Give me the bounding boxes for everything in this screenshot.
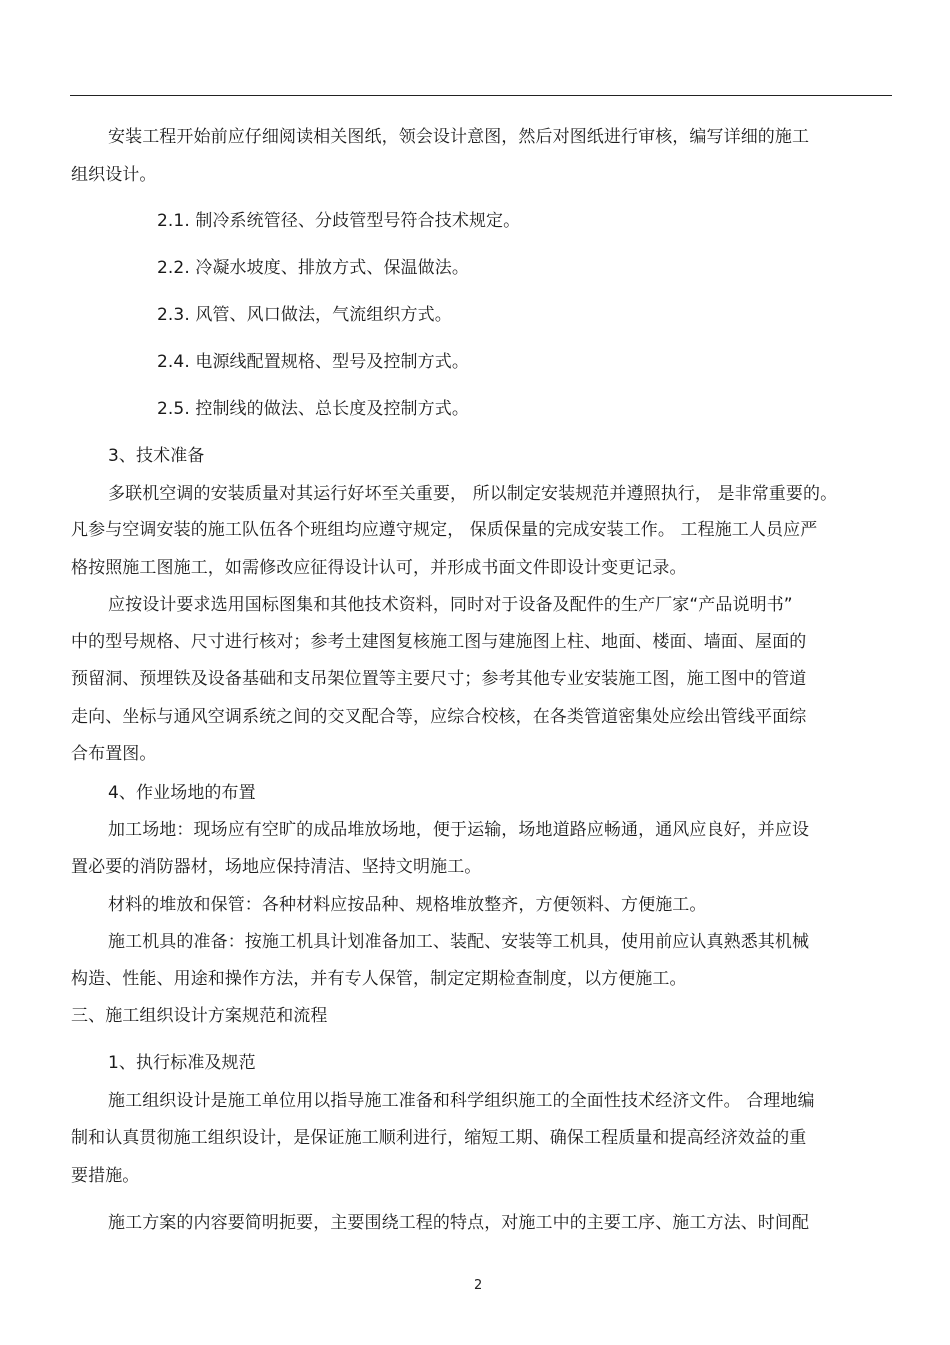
paragraph-line: 构造、性能、用途和操作方法，并有专人保管，制定定期检查制度，以方便施工。	[71, 969, 687, 989]
paragraph-line: 预留洞、预埋铁及设备基础和支吊架位置等主要尺寸；参考其他专业安装施工图，施工图中的管道	[71, 669, 807, 689]
paragraph-line: 置必要的消防器材，场地应保持清洁、坚持文明施工。	[71, 857, 482, 877]
paragraph-line: 施工机具的准备：按施工机具计划准备加工、装配、安装等工机具，使用前应认真熟悉其机械	[108, 932, 810, 952]
paragraph-line: 中的型号规格、尺寸进行核对；参考土建图复核施工图与建施图上柱、地面、楼面、墙面、屋面的	[71, 632, 807, 652]
page-number: 2	[474, 1278, 483, 1293]
paragraph-line: 组织设计。	[71, 165, 157, 185]
paragraph-line: 加工场地：现场应有空旷的成品堆放场地，便于运输，场地道路应畅通，通风应良好，并应设	[108, 820, 810, 840]
paragraph-line: 施工方案的内容要简明扼要，主要围绕工程的特点，对施工中的主要工序、施工方法、时间配	[108, 1213, 810, 1233]
list-item: 2.1. 制冷系统管径、分歧管型号符合技术规定。	[157, 211, 521, 231]
list-item: 2.2. 冷凝水坡度、排放方式、保温做法。	[157, 258, 469, 278]
paragraph-line: 施工组织设计是施工单位用以指导施工准备和科学组织施工的全面性技术经济文件。 合理地编	[108, 1091, 815, 1111]
paragraph-line: 要措施。	[71, 1166, 140, 1186]
paragraph-line: 合布置图。	[71, 744, 157, 764]
list-item: 2.5. 控制线的做法、总长度及控制方式。	[157, 399, 469, 419]
paragraph-line: 制和认真贯彻施工组织设计，是保证施工顺利进行，缩短工期、确保工程质量和提高经济效益的重	[71, 1128, 807, 1148]
paragraph-line: 格按照施工图施工，如需修改应征得设计认可，并形成书面文件即设计变更记录。	[71, 558, 687, 578]
paragraph-line: 凡参与空调安装的施工队伍各个班组均应遵守规定， 保质保量的完成安装工作。 工程施工人员应严	[71, 520, 818, 540]
section-heading: 3、技术准备	[108, 446, 205, 466]
list-item: 2.4. 电源线配置规格、型号及控制方式。	[157, 352, 469, 372]
paragraph-line: 应按设计要求选用国标图集和其他技术资料，同时对于设备及配件的生产厂家“产品说明书”	[108, 595, 793, 615]
chapter-heading: 三、施工组织设计方案规范和流程	[71, 1006, 328, 1026]
paragraph-line: 材料的堆放和保管：各种材料应按品种、规格堆放整齐，方便领料、方便施工。	[108, 895, 707, 915]
paragraph-line: 安装工程开始前应仔细阅读相关图纸，领会设计意图，然后对图纸进行审核，编写详细的施工	[108, 127, 810, 147]
paragraph-line: 多联机空调的安装质量对其运行好坏至关重要， 所以制定安装规范并遵照执行， 是非常重要的。	[108, 484, 838, 504]
section-heading: 4、作业场地的布置	[108, 783, 256, 803]
header-rule	[70, 95, 892, 96]
paragraph-line: 走向、坐标与通风空调系统之间的交叉配合等，应综合校核，在各类管道密集处应绘出管线平面综	[71, 707, 807, 727]
list-item: 2.3. 风管、风口做法，气流组织方式。	[157, 305, 452, 325]
section-heading: 1、执行标准及规范	[108, 1053, 256, 1073]
